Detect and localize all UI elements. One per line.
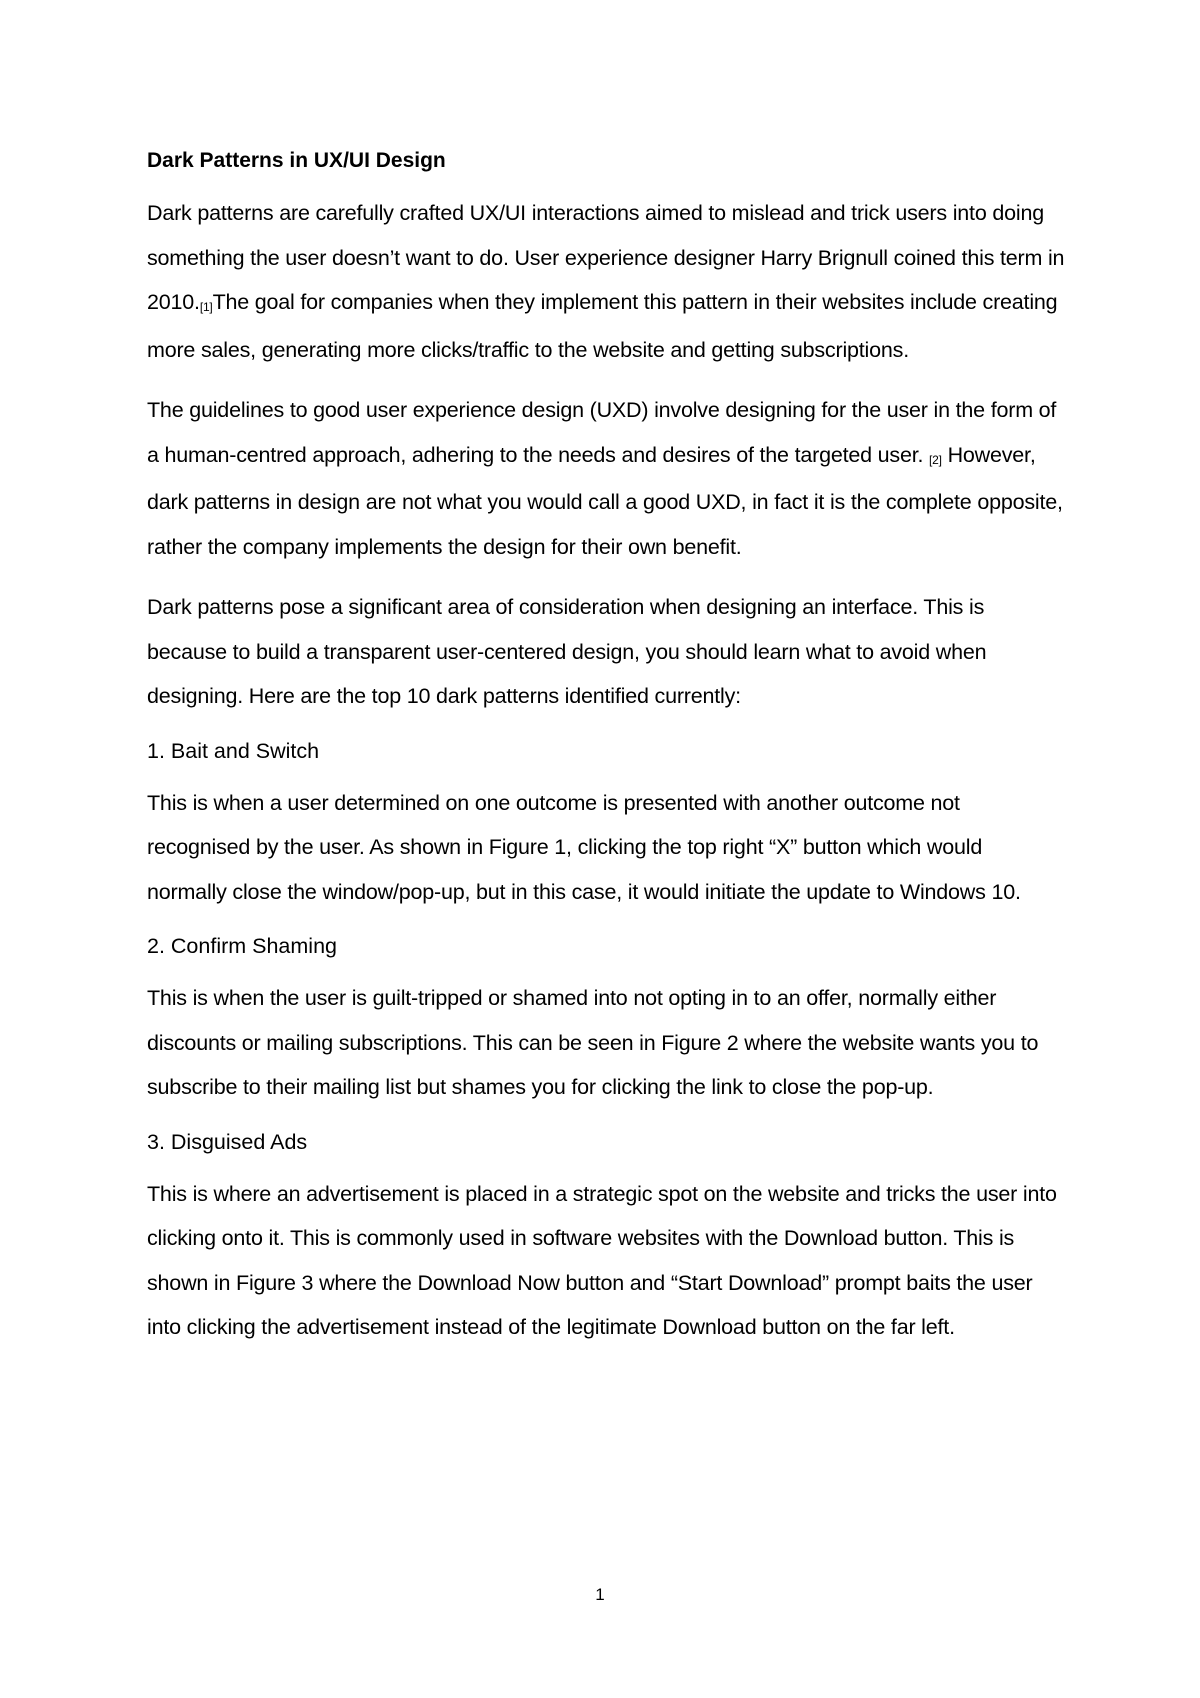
page-number: 1 <box>595 1585 605 1604</box>
section-heading-confirm-shaming: 2. Confirm Shaming <box>147 934 337 958</box>
intro-text-part2: The goal for companies when they implement this pattern in their websites include creating more sales, generating more clicks/traffic to the website and getting subscriptions. <box>147 290 1058 362</box>
section-heading-bait-and-switch: 1. Bait and Switch <box>147 738 320 763</box>
section-body-disguised-ads: This is where an advertisement is placed in a strategic spot on the website and tricks the user into clicking onto it. This is commonly used in software websites with the Download button. This is shown in Figure 3 where the Download Now button and “Start Download” prompt baits the user into clicking the advertisement instead of the legitimate Download button on the far left. <box>147 1181 1057 1339</box>
document-title: Dark Patterns in UX/UI Design <box>147 149 446 172</box>
guidelines-text-part2: However, dark patterns in design are not what you would call a good UXD, in fact it is the complete opposite, rather the company implements the design for their own benefit. <box>147 442 1063 559</box>
guidelines-paragraph <box>147 388 1065 569</box>
section-body-bait-and-switch: This is when a user determined on one outcome is presented with another outcome not recognised by the user. As shown in Figure 1, clicking the top right “X” button which would normally close the window/pop-up, but in this case, it would initiate the update to Windows 10. <box>147 790 1021 904</box>
guidelines-text-part1: The guidelines to good user experience design (UXD) involve designing for the user in the form of a human-centred approach, adhering to the needs and desires of the targeted user. <box>147 398 1057 467</box>
document-body <box>147 145 1065 1366</box>
section-heading-disguised-ads: 3. Disguised Ads <box>147 1129 308 1154</box>
reference-2: [2] <box>929 452 942 467</box>
intro-paragraph <box>147 191 1065 372</box>
section-body-confirm-shaming: This is when the user is guilt-tripped or shamed into not opting in to an offer, normally either discounts or mailing subscriptions. This can be seen in Figure 2 where the website wants you to subscribe to their mailing list but shames you for clicking the link to close the pop-up. <box>147 986 1039 1099</box>
reference-1: [1] <box>199 300 213 314</box>
intro-text-part1: Dark patterns are carefully crafted UX/UI interactions aimed to mislead and trick users into doing something the user doesn’t want to do. User experience designer Harry Brignull coined this term in 2010. <box>147 201 1065 314</box>
consideration-paragraph: Dark patterns pose a significant area of consideration when designing an interface. This is because to build a transparent user-centered design, you should learn what to avoid when designing. Here are the top 10 dark patterns identified currently: <box>147 595 987 708</box>
